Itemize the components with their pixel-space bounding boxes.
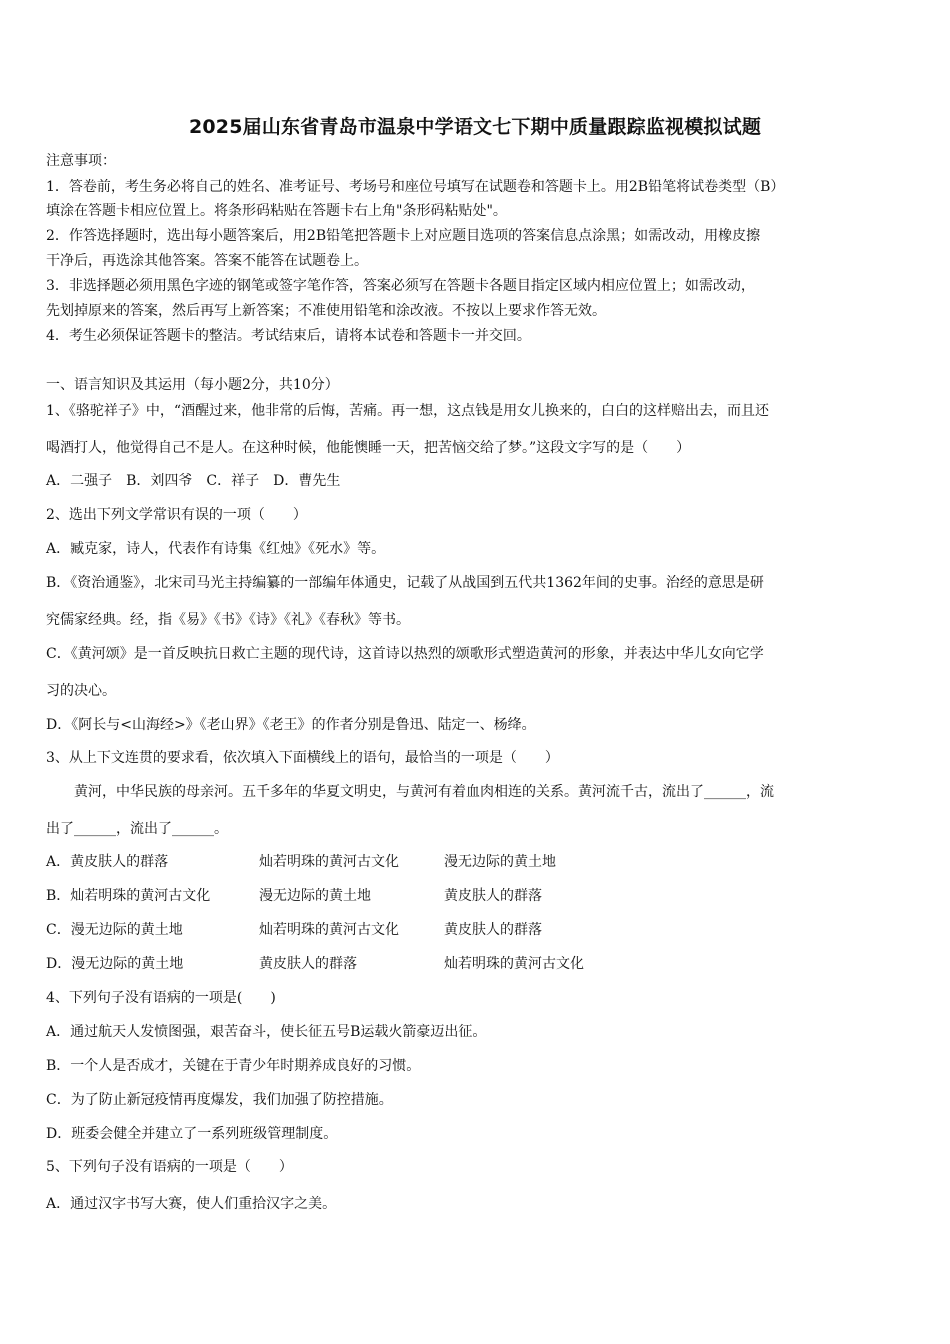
question-passage: 出了______，流出了______。 xyxy=(46,821,228,837)
option-d-col1: D．漫无边际的黄土地 xyxy=(46,956,184,972)
notice-item: 2．作答选择题时，选出每小题答案后，用2B铅笔把答题卡上对应题目选项的答案信息点涂黑；如需改动，用橡皮擦 xyxy=(46,228,761,244)
notice-item: 填涂在答题卡相应位置上。将条形码粘贴在答题卡右上角"条形码粘贴处"。 xyxy=(46,203,507,219)
option-a: A．臧克家，诗人，代表作有诗集《红烛》《死水》等。 xyxy=(46,541,386,557)
option-d-col3: 灿若明珠的黄河古文化 xyxy=(444,956,584,972)
notice-item: 4．考生必须保证答题卡的整洁。考试结束后，请将本试卷和答题卡一并交回。 xyxy=(46,328,531,344)
option-a: A．通过航天人发愤图强，艰苦奋斗，使长征五号B运载火箭豪迈出征。 xyxy=(46,1024,487,1040)
question-options: A．二强子 B．刘四爷 C．祥子 D．曹先生 xyxy=(46,473,341,489)
option-d: D．《阿长与<山海经>》《老山界》《老王》的作者分别是鲁迅、陆定一、杨绛。 xyxy=(46,717,536,733)
option-a: A．通过汉字书写大赛，使人们重拾汉字之美。 xyxy=(46,1196,337,1212)
option-d-col2: 黄皮肤人的群落 xyxy=(259,956,357,972)
option-a-col3: 漫无边际的黄土地 xyxy=(444,854,556,870)
question-stem: 5、下列句子没有语病的一项是（ ） xyxy=(46,1159,293,1175)
option-c-col2: 灿若明珠的黄河古文化 xyxy=(259,922,399,938)
option-b-cont: 究儒家经典。经，指《易》《书》《诗》《礼》《春秋》等书。 xyxy=(46,612,410,628)
option-b-col1: B．灿若明珠的黄河古文化 xyxy=(46,888,211,904)
notice-item: 先划掉原来的答案，然后再写上新答案；不准使用铅笔和涂改液。不按以上要求作答无效。 xyxy=(46,303,606,319)
option-c: C．《黄河颂》是一首反映抗日救亡主题的现代诗，这首诗以热烈的颂歌形式塑造黄河的形象，并表达中华儿女向它学 xyxy=(46,646,764,662)
notice-item: 1．答卷前，考生务必将自己的姓名、准考证号、考场号和座位号填写在试题卷和答题卡上。用2B铅笔将试卷类型（B） xyxy=(46,179,785,195)
option-c-cont: 习的决心。 xyxy=(46,683,116,699)
question-stem: 3、从上下文连贯的要求看，依次填入下面横线上的语句，最恰当的一项是（ ） xyxy=(46,750,559,766)
option-a-col2: 灿若明珠的黄河古文化 xyxy=(259,854,399,870)
question-stem: 1、《骆驼祥子》中，“酒醒过来，他非常的后悔，苦痛。再一想，这点钱是用女儿换来的，白白的这样赔出去，而且还 xyxy=(46,403,770,419)
page-title: 2025届山东省青岛市温泉中学语文七下期中质量跟踪监视模拟试题 xyxy=(188,116,762,138)
option-c-col3: 黄皮肤人的群落 xyxy=(444,922,542,938)
option-c-col1: C．漫无边际的黄土地 xyxy=(46,922,183,938)
option-b: B．一个人是否成才，关键在于青少年时期养成良好的习惯。 xyxy=(46,1058,421,1074)
notice-item: 3．非选择题必须用黑色字迹的钢笔或签字笔作答，答案必须写在答题卡各题目指定区域内相应位置上；如需改动， xyxy=(46,278,755,294)
question-passage: 黄河，中华民族的母亲河。五千多年的华夏文明史，与黄河有着血肉相连的关系。黄河流千古，流出了______，流 xyxy=(46,784,774,800)
notice-item: 干净后，再选涂其他答案。答案不能答在试题卷上。 xyxy=(46,253,368,269)
question-stem: 4、下列句子没有语病的一项是( ) xyxy=(46,990,276,1006)
question-stem: 喝酒打人，他觉得自己不是人。在这种时候，他能懊睡一天，把苦恼交给了梦。”这段文字写的是（ ） xyxy=(46,440,691,456)
option-b: B．《资治通鉴》，北宋司马光主持编纂的一部编年体通史，记载了从战国到五代共1362年间的史事。治经的意思是研 xyxy=(46,575,764,591)
question-stem: 2、选出下列文学常识有误的一项（ ） xyxy=(46,507,307,523)
option-b-col3: 黄皮肤人的群落 xyxy=(444,888,542,904)
option-d: D．班委会健全并建立了一系列班级管理制度。 xyxy=(46,1126,338,1142)
notice-heading: 注意事项： xyxy=(46,153,116,169)
section-heading: 一、语言知识及其运用（每小题2分，共10分） xyxy=(46,377,339,393)
option-b-col2: 漫无边际的黄土地 xyxy=(259,888,371,904)
option-c: C．为了防止新冠疫情再度爆发，我们加强了防控措施。 xyxy=(46,1092,393,1108)
option-a-col1: A．黄皮肤人的群落 xyxy=(46,854,169,870)
